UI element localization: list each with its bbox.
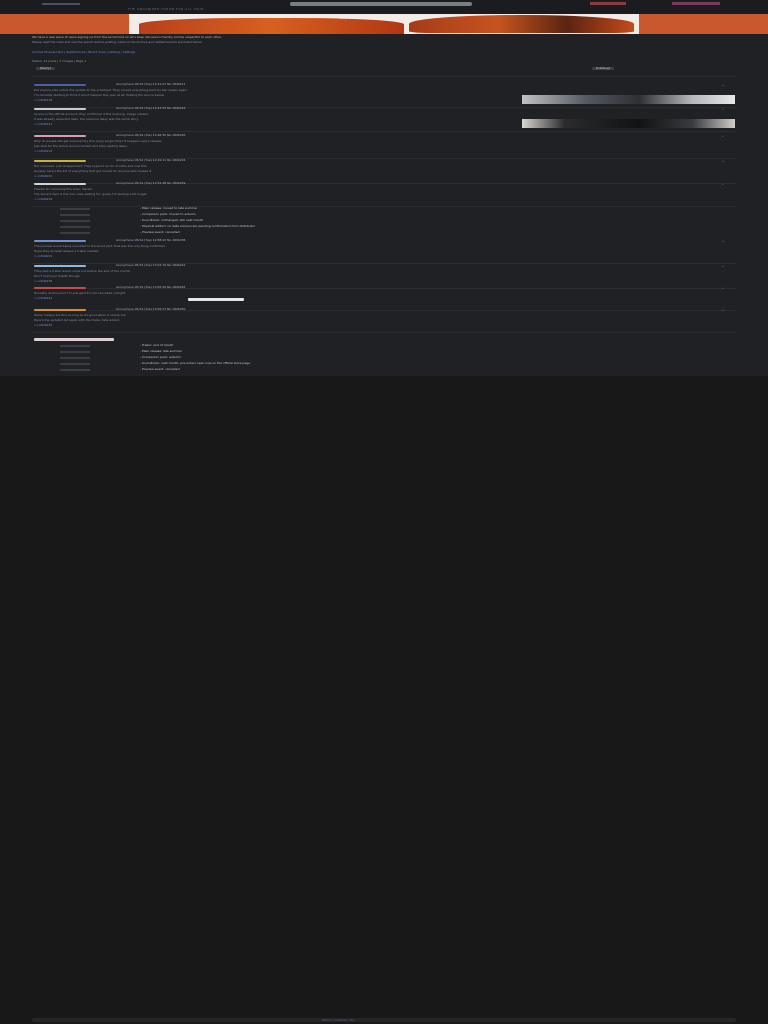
post-thumbnail[interactable] [522, 95, 735, 104]
list-item: - Companion pack: autumn [140, 355, 181, 359]
post-text: Anyway here's the list of everything that got moved for anyone who missed it. [34, 170, 153, 173]
quote-link[interactable] [34, 150, 52, 153]
quote-link[interactable] [34, 255, 52, 258]
search-link[interactable] [672, 2, 720, 5]
post-header[interactable]: Anonymous 05/14 (Tue) 12:58:02 No.1840236 [116, 238, 186, 242]
quote-link[interactable] [34, 280, 52, 283]
post [32, 265, 736, 285]
quote-link-text[interactable]: >>1840241 [34, 297, 53, 300]
reply-button[interactable]: [Reply] [36, 67, 55, 70]
post-text: Why do people still get surprised by this every single time? It happens every release. [34, 140, 163, 143]
footer-links[interactable]: Return | Catalog | Top [322, 1018, 355, 1022]
post-text: Source is the official account, they confirmed it this morning. Image related. [34, 113, 149, 116]
poster-name[interactable] [34, 309, 86, 311]
list-bullet [60, 351, 90, 353]
post-header[interactable]: Anonymous 05/14 (Tue) 12:41:07 No.1840211 [116, 82, 186, 86]
inline-image-button[interactable] [188, 298, 244, 301]
post-header[interactable]: Anonymous 05/14 (Tue) 12:46:30 No.1840220 [116, 133, 186, 137]
list-bullet [60, 345, 90, 347]
post-text: Not surprised, just disappointed. They hyped it up for months and now this. [34, 165, 148, 168]
post-text: Hope they at least release a trailer instead. [34, 250, 100, 253]
post-header[interactable]: Anonymous 05/14 (Tue) 13:02:19 No.1840241 [116, 263, 186, 267]
board-links-text[interactable]: Archive threads here | Related links | Board rules | Catalog | Settings [32, 51, 136, 54]
list-bullet [60, 208, 90, 210]
poster-name[interactable] [34, 160, 86, 162]
forum-page [0, 0, 768, 376]
quote-link-text[interactable]: >>1840220 [34, 175, 53, 178]
post-menu-icon[interactable]: ▸ [722, 286, 724, 290]
banner-image [129, 14, 639, 34]
post-header[interactable]: Anonymous 05/14 (Tue) 13:09:27 No.1840250 [116, 307, 186, 311]
post-text: It was already expected desu, the previous delay was the same story. [34, 118, 139, 121]
board-notice: We have a new wave of users signing up from the social links so let's keep discussion friendly and be respectful to each other. [32, 36, 222, 39]
list-bullet [60, 214, 90, 216]
quote-link[interactable] [34, 297, 52, 300]
quote-link-text[interactable]: >>1840245 [34, 324, 53, 327]
list-bullet [60, 357, 90, 359]
list-bullet [60, 226, 90, 228]
quote-link-text[interactable]: >>1840216 [34, 150, 53, 153]
list-item: - Soundtrack: next month, pre-orders open now on the official store page [140, 361, 250, 365]
list-bullet [60, 232, 90, 234]
expand-button[interactable] [34, 338, 114, 341]
list-item: - Companion pack: moved to autumn [140, 212, 196, 216]
post-text: Same. Delays are fine as long as it's good when it comes out. [34, 314, 127, 317]
post-header[interactable]: Anonymous 05/14 (Tue) 13:05:44 No.1840245 [116, 285, 186, 289]
divider [32, 131, 736, 132]
poster-name[interactable] [34, 108, 86, 110]
post-thumbnail[interactable] [522, 119, 735, 128]
list-item: - Preview event: cancelled [140, 230, 180, 234]
quote-link[interactable] [34, 99, 52, 102]
post-text: They said a trailer would come out before the end of the month. [34, 270, 131, 273]
quote-link[interactable] [34, 324, 52, 327]
post-menu-icon[interactable]: ▸ [722, 134, 724, 138]
quote-link-text[interactable]: >>1840198 [34, 99, 53, 102]
site-logo[interactable] [290, 2, 472, 6]
page-footer [32, 1018, 736, 1022]
post-text: The second item is the one I was waiting for, guess I'm waiting a bit longer. [34, 193, 148, 196]
list-bullet [60, 220, 90, 222]
board-notice-2: Please read the rules and use the search before posting. Links to the archive and related boards are listed below. [32, 41, 203, 44]
divider [32, 332, 736, 333]
list-bullet [60, 363, 90, 365]
post-menu-icon[interactable]: ▸ [722, 159, 724, 163]
post-menu-icon[interactable]: ▸ [722, 83, 724, 87]
poster-name[interactable] [34, 183, 86, 185]
divider [32, 206, 736, 207]
post-header[interactable]: Anonymous 05/14 (Tue) 12:52:48 No.1840229 [116, 181, 186, 185]
list-item: - Main release: late summer [140, 349, 183, 353]
quote-link[interactable] [34, 123, 52, 126]
post-text: Just wait for the actual announcement and stop reading leaks. [34, 145, 128, 148]
list-item: - Physical edition: no date announced, pending confirmation from distributor [140, 224, 256, 228]
post-menu-icon[interactable]: ▸ [722, 239, 724, 243]
catalog-button[interactable]: [Catalog] [592, 67, 614, 70]
post-text: Don't hold your breath though. [34, 275, 81, 278]
post-text: Honestly at this point I'm just glad it's not cancelled outright. [34, 292, 126, 295]
post-text: I'm honestly starting to think it won't happen this year at all. Posting the source below. [34, 94, 165, 97]
banner-caption: Spaghetti [339, 16, 354, 20]
list-item: - Soundtrack: unchanged, still next month [140, 218, 204, 222]
poster-name[interactable] [34, 240, 86, 242]
poster-name[interactable] [34, 287, 86, 289]
post [32, 160, 736, 180]
quote-link-text[interactable]: >>1840236 [34, 280, 53, 283]
post-menu-icon[interactable]: ▸ [722, 264, 724, 268]
banner-art-right [409, 15, 634, 33]
post [32, 183, 736, 203]
banner-art-left [139, 18, 404, 34]
post [32, 309, 736, 329]
top-bar [0, 0, 768, 14]
post-header[interactable]: Anonymous 05/14 (Tue) 12:49:11 No.1840224 [116, 158, 186, 162]
post-menu-icon[interactable]: ▸ [722, 107, 724, 111]
post-menu-icon[interactable]: ▸ [722, 182, 724, 186]
post-menu-icon[interactable]: ▸ [722, 308, 724, 312]
quote-link-text[interactable]: >>1840229 [34, 255, 53, 258]
board-links [32, 51, 712, 54]
quote-link[interactable] [34, 175, 52, 178]
quote-link[interactable] [34, 198, 52, 201]
site-tagline: THE ORGANIZED FORUM FOR ALL YOUR [128, 7, 204, 11]
list-item: - Trailer: end of month [140, 343, 174, 347]
list-bullet [60, 369, 90, 371]
post [32, 135, 736, 155]
post-text: Here's the updated list again with the trailer date added. [34, 319, 120, 322]
thread-status: Status: 14 posts | 3 images | Page 1 [32, 60, 87, 63]
list-item: - Preview event: cancelled [140, 367, 180, 371]
board-banner[interactable] [0, 14, 768, 34]
post-text: Did anyone else notice the update to the schedule? They moved everything back by two weeks again. [34, 89, 189, 92]
quote-link-text[interactable]: >>1840224 [34, 198, 53, 201]
poster-name[interactable] [34, 135, 86, 137]
poster-name[interactable] [34, 265, 86, 267]
post [32, 240, 736, 260]
list-item: - Main release: moved to late summer [140, 206, 198, 210]
poster-name[interactable] [34, 84, 86, 86]
post-header[interactable]: Anonymous 05/14 (Tue) 12:43:52 No.1840216 [116, 106, 186, 110]
quote-link-text[interactable]: >>1840211 [34, 123, 53, 126]
post-text: Thanks for compiling this anon. Saved. [34, 188, 93, 191]
board-list-link[interactable] [42, 3, 80, 5]
post-text: The preview event being cancelled is the worst part, that was the only thing confirmed. [34, 245, 166, 248]
post [32, 287, 736, 307]
divider [32, 76, 736, 77]
settings-link[interactable] [590, 2, 626, 5]
